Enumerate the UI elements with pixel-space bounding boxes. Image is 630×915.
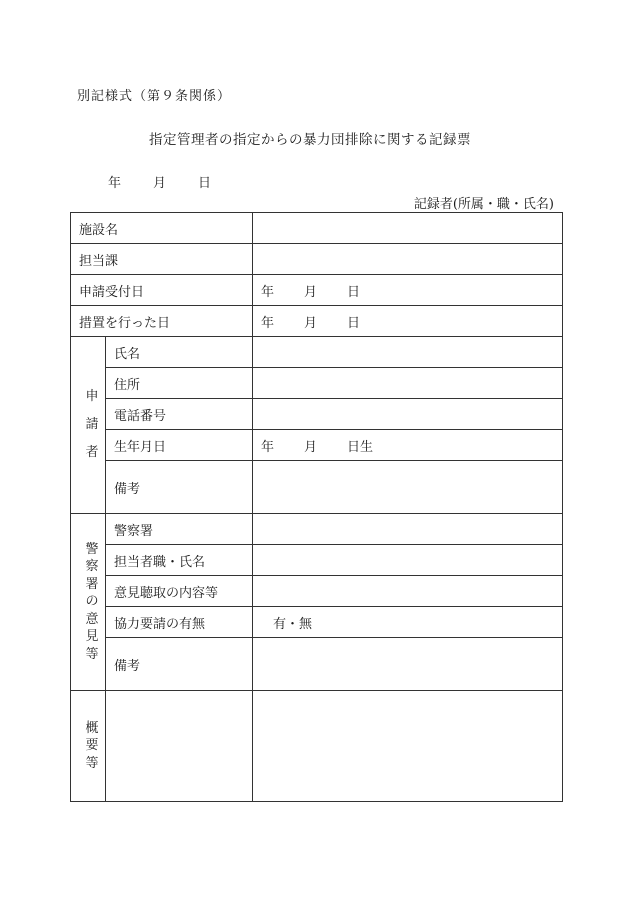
applicant-address-field[interactable] bbox=[253, 368, 563, 399]
table-row bbox=[71, 576, 563, 607]
applicant-phone-label: 電話番号 bbox=[106, 399, 253, 430]
ymd-month: 月 bbox=[304, 315, 318, 331]
document-title: 指定管理者の指定からの暴力団排除に関する記録票 bbox=[149, 132, 471, 148]
facility-name-field[interactable] bbox=[253, 213, 563, 244]
ymd-year: 年 bbox=[261, 439, 275, 455]
police-opinion-field[interactable] bbox=[253, 576, 563, 607]
table-row bbox=[71, 638, 563, 691]
applicant-birthdate-field[interactable] bbox=[253, 430, 563, 461]
action-date-label: 措置を行った日 bbox=[71, 306, 253, 337]
table-row bbox=[71, 244, 563, 275]
table-row bbox=[71, 607, 563, 638]
table-row bbox=[71, 430, 563, 461]
ymd-day: 日 bbox=[347, 284, 361, 300]
applicant-birthdate-label: 生年月日 bbox=[106, 430, 253, 461]
date-month-label: 月 bbox=[153, 176, 167, 191]
department-label: 担当課 bbox=[71, 244, 253, 275]
police-remarks-field[interactable] bbox=[253, 638, 563, 691]
ymd-year: 年 bbox=[261, 284, 275, 300]
table-row bbox=[71, 514, 563, 545]
summary-group-label: 概要等 bbox=[71, 691, 106, 802]
ymd-month: 月 bbox=[304, 439, 318, 455]
table-row bbox=[71, 337, 563, 368]
date-day-label: 日 bbox=[198, 176, 212, 191]
date-year-label: 年 bbox=[108, 176, 122, 191]
application-date-label: 申請受付日 bbox=[71, 275, 253, 306]
table-row bbox=[71, 275, 563, 306]
cooperation-value: 有・無 bbox=[273, 616, 313, 632]
applicant-phone-field[interactable] bbox=[253, 399, 563, 430]
ymd-year: 年 bbox=[261, 315, 275, 331]
ymd-day-birth: 日生 bbox=[347, 439, 374, 455]
summary-field[interactable] bbox=[253, 691, 563, 802]
recorder-label: 記録者(所属・職・氏名) bbox=[413, 197, 554, 212]
police-group-label: 警察署の意見等 bbox=[71, 514, 106, 691]
applicant-name-label: 氏名 bbox=[106, 337, 253, 368]
table-row bbox=[71, 461, 563, 514]
form-reference: 別記様式（第９条関係） bbox=[77, 89, 232, 104]
police-cooperation-label: 協力要請の有無 bbox=[106, 607, 253, 638]
table-row bbox=[71, 545, 563, 576]
table-row bbox=[71, 368, 563, 399]
record-date bbox=[108, 172, 211, 191]
application-date-field[interactable] bbox=[253, 275, 563, 306]
police-cooperation-field[interactable] bbox=[253, 607, 563, 638]
ymd-day: 日 bbox=[347, 315, 361, 331]
table-row bbox=[71, 306, 563, 337]
table-row bbox=[71, 213, 563, 244]
facility-name-label: 施設名 bbox=[71, 213, 253, 244]
police-opinion-label: 意見聴取の内容等 bbox=[106, 576, 253, 607]
record-form-table bbox=[70, 212, 563, 802]
applicant-name-field[interactable] bbox=[253, 337, 563, 368]
police-station-field[interactable] bbox=[253, 514, 563, 545]
police-officer-label: 担当者職・氏名 bbox=[106, 545, 253, 576]
applicant-address-label: 住所 bbox=[106, 368, 253, 399]
police-station-label: 警察署 bbox=[106, 514, 253, 545]
police-officer-field[interactable] bbox=[253, 545, 563, 576]
ymd-month: 月 bbox=[304, 284, 318, 300]
police-remarks-label: 備考 bbox=[106, 638, 253, 691]
table-row bbox=[71, 691, 563, 802]
table-row bbox=[71, 399, 563, 430]
department-field[interactable] bbox=[253, 244, 563, 275]
action-date-field[interactable] bbox=[253, 306, 563, 337]
applicant-remarks-field[interactable] bbox=[253, 461, 563, 514]
applicant-group-label: 申請者 bbox=[71, 337, 106, 514]
summary-left-cell[interactable] bbox=[106, 691, 253, 802]
applicant-remarks-label: 備考 bbox=[106, 461, 253, 514]
